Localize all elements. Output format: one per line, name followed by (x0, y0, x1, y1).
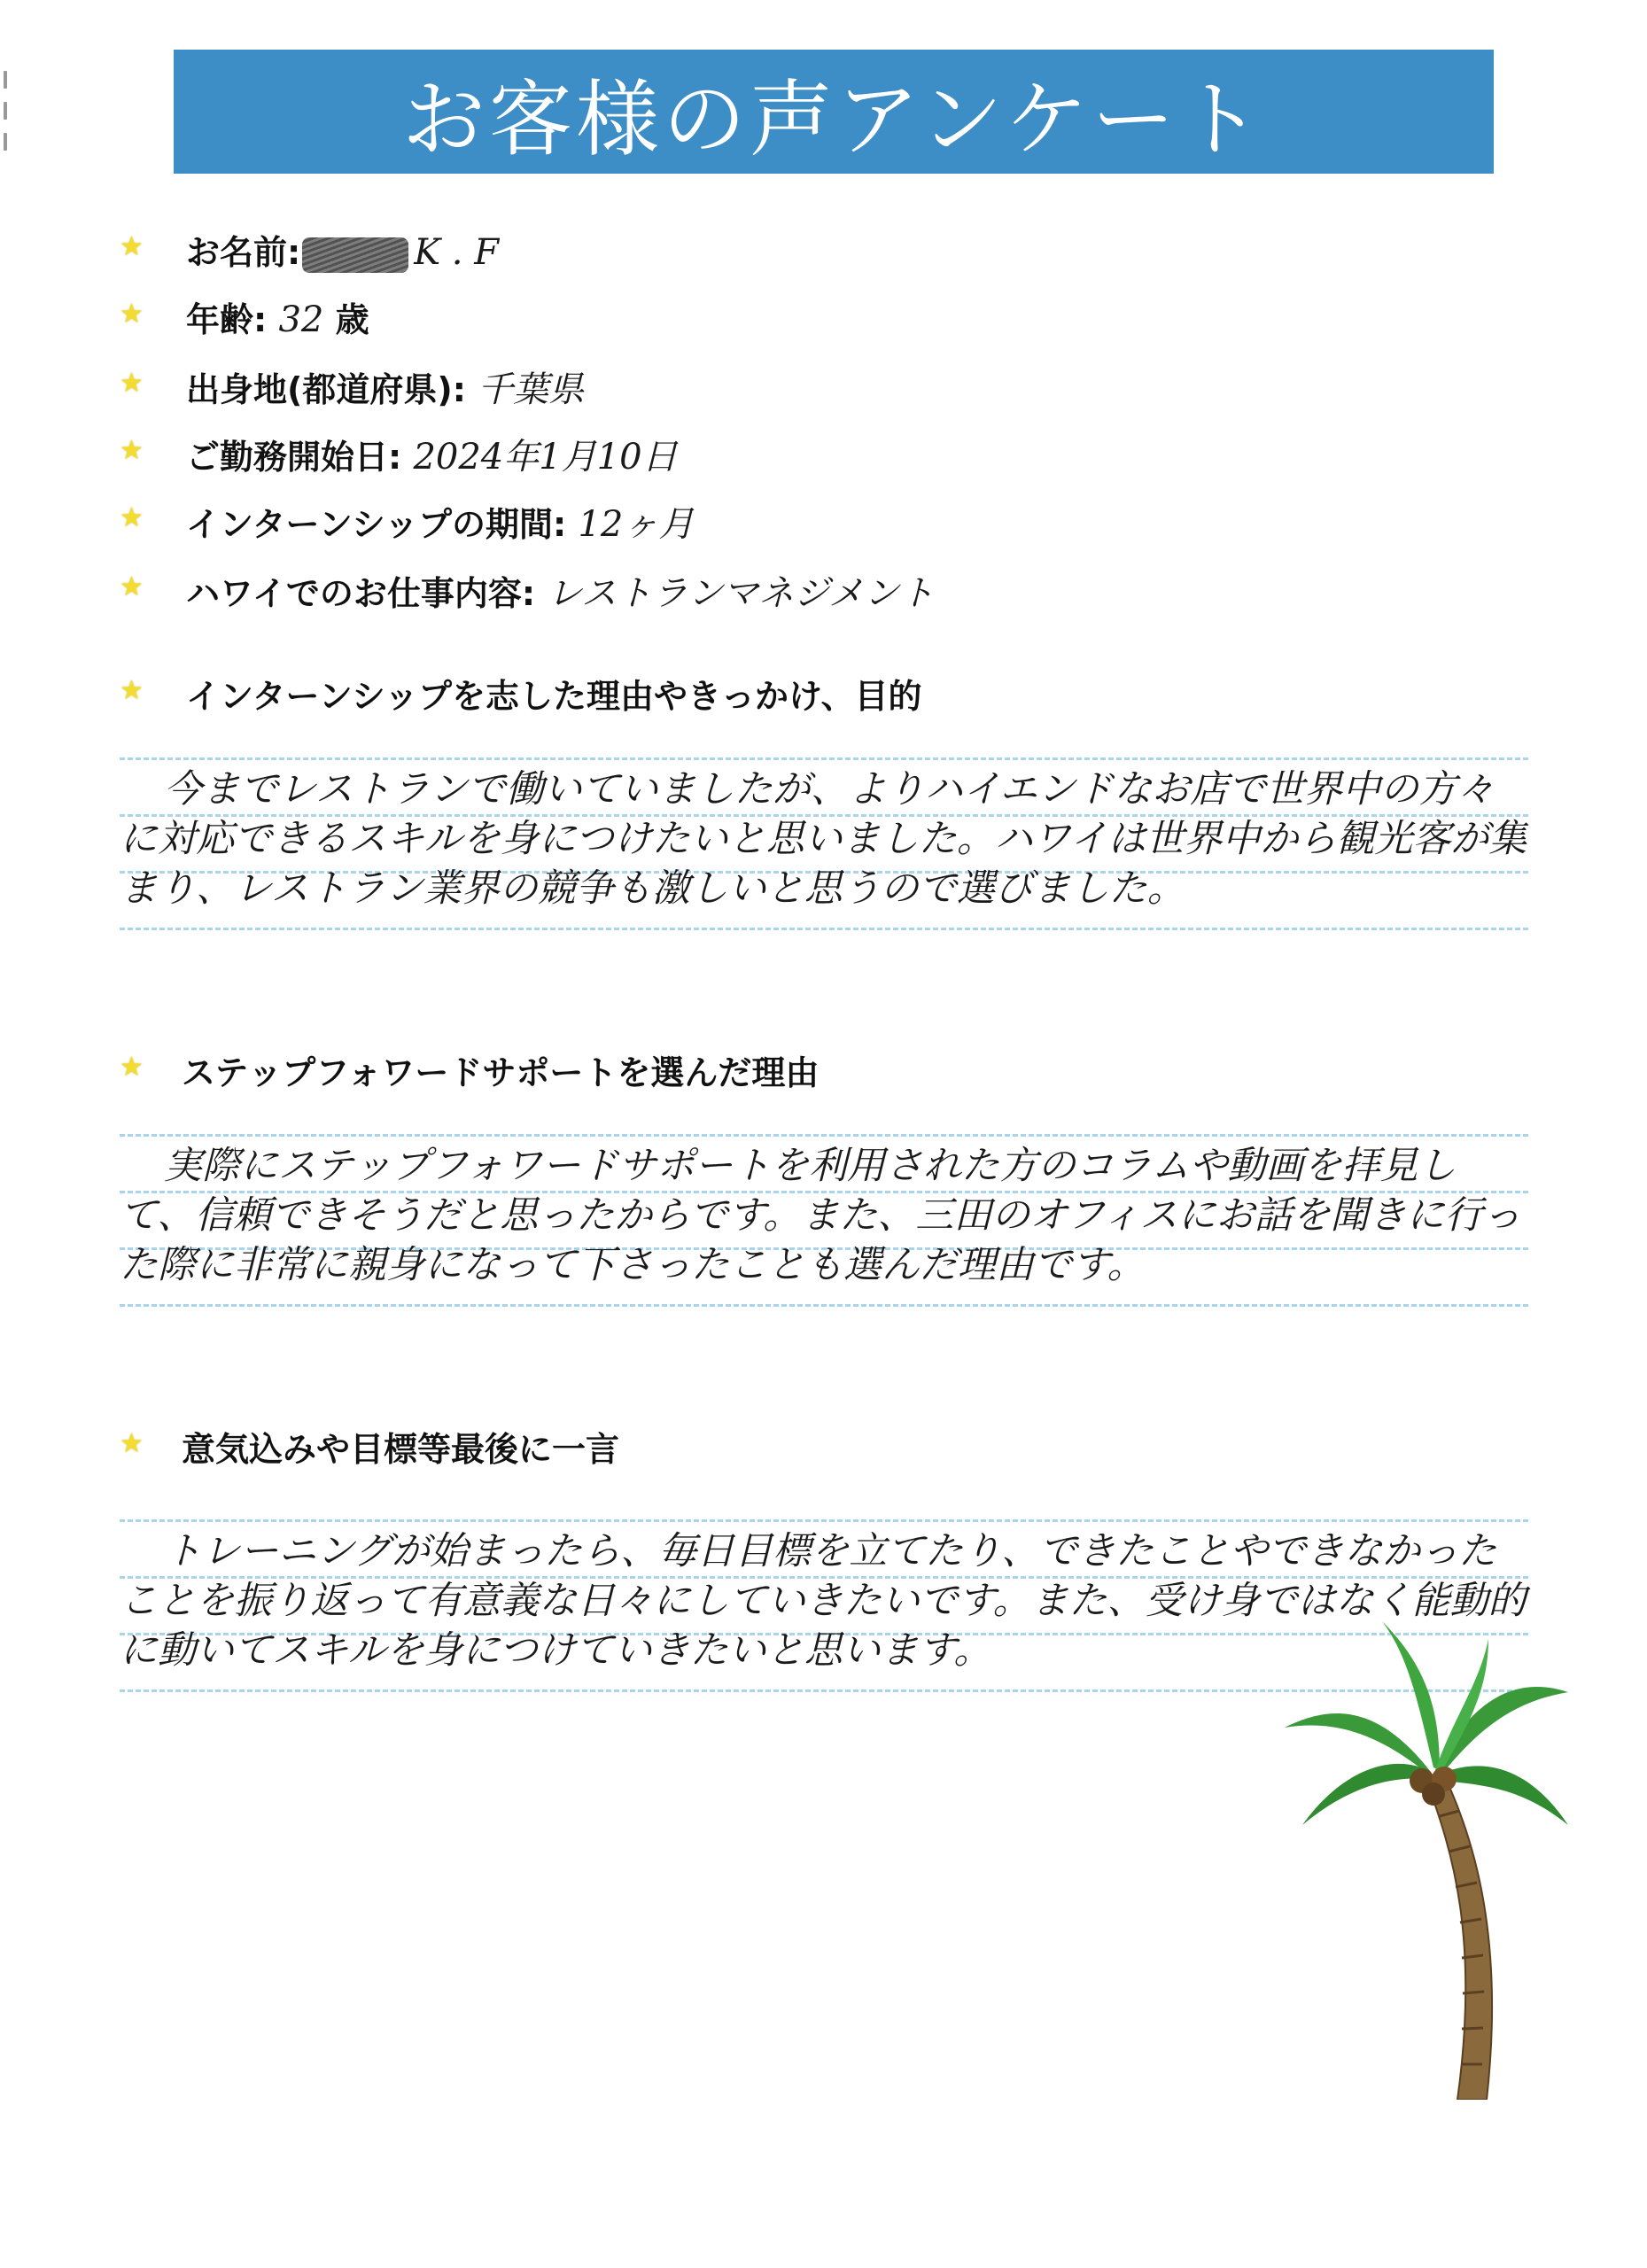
scan-mark (4, 71, 7, 89)
star-icon: ★ (120, 435, 144, 466)
scan-mark (4, 133, 7, 151)
age-label: 年齢: (186, 300, 268, 339)
section-heading-motivation: インターンシップを志した理由やきっかけ、目的 (186, 677, 922, 716)
answer-box-motivation (120, 757, 1528, 935)
job-value: レストランマネジメント (547, 573, 935, 614)
answer-text-motivation: 今までレストランで働いていましたが、よりハイエンドなお店で世界中の方々に対応できるスキルを身につけたいと思いました。ハワイは世界中から観光客が集まり、レストラン業界の競争も激しいと思うので選びました。 (120, 767, 1527, 911)
answer-box-reason (120, 1134, 1528, 1311)
answer-text-reason: 実際にステップフォワードサポートを利用された方のコラムや動画を拝見して、信頼できそうだと思ったからです。また、三田のオフィスにお話を聞きに行った際に非常に親身になって下さったことも選んだ理由です。 (120, 1144, 1521, 1287)
age-unit: 歳 (335, 300, 369, 339)
section-heading-goals: 意気込みや目標等最後に一言 (182, 1430, 620, 1469)
section-heading-reason: ステップフォワードサポートを選んだ理由 (182, 1053, 820, 1092)
title-banner (174, 50, 1494, 174)
answer-text-goals: トレーニングが始まったら、毎日目標を立てたり、できたことやできなかったことを振り返って有意義な日々にしていきたいです。また、受け身ではなく能動的に動いてスキルを身につけていきたいと思います。 (120, 1529, 1527, 1673)
ruled-line (120, 928, 1528, 930)
start-date-label: ご勤務開始日: (186, 438, 402, 477)
name-label: お名前: (186, 233, 301, 272)
age-value: 32 (278, 299, 324, 340)
star-icon: ★ (120, 571, 144, 602)
redaction-mark (302, 237, 408, 273)
star-icon: ★ (120, 231, 144, 262)
star-icon: ★ (120, 368, 144, 399)
ruled-line (120, 1519, 1528, 1522)
star-icon: ★ (120, 675, 144, 706)
star-icon: ★ (120, 1052, 144, 1083)
star-icon: ★ (120, 299, 144, 330)
age-field (186, 292, 369, 341)
palm-tree-illustration (1276, 1621, 1577, 2100)
hometown-value: 千葉県 (478, 369, 585, 410)
star-icon: ★ (120, 1428, 144, 1459)
hometown-label: 出身地(都道府県): (186, 370, 466, 409)
page-title: お客様の声アンケート (401, 71, 1266, 168)
scan-mark (4, 102, 7, 120)
period-value: 12ヶ月 (578, 504, 695, 545)
ruled-line (120, 757, 1528, 760)
job-label: ハワイでのお仕事内容: (186, 574, 536, 613)
start-date-value: 2024年1月10日 (413, 437, 678, 478)
period-field (186, 496, 694, 547)
job-field (186, 565, 935, 616)
name-value: K . F (414, 232, 499, 273)
ruled-line (120, 1304, 1528, 1307)
period-label: インターンシップの期間: (186, 505, 567, 544)
start-date-field (186, 429, 678, 479)
name-field (186, 225, 499, 274)
hometown-field (186, 361, 584, 412)
star-icon: ★ (120, 502, 144, 533)
ruled-line (120, 1134, 1528, 1137)
